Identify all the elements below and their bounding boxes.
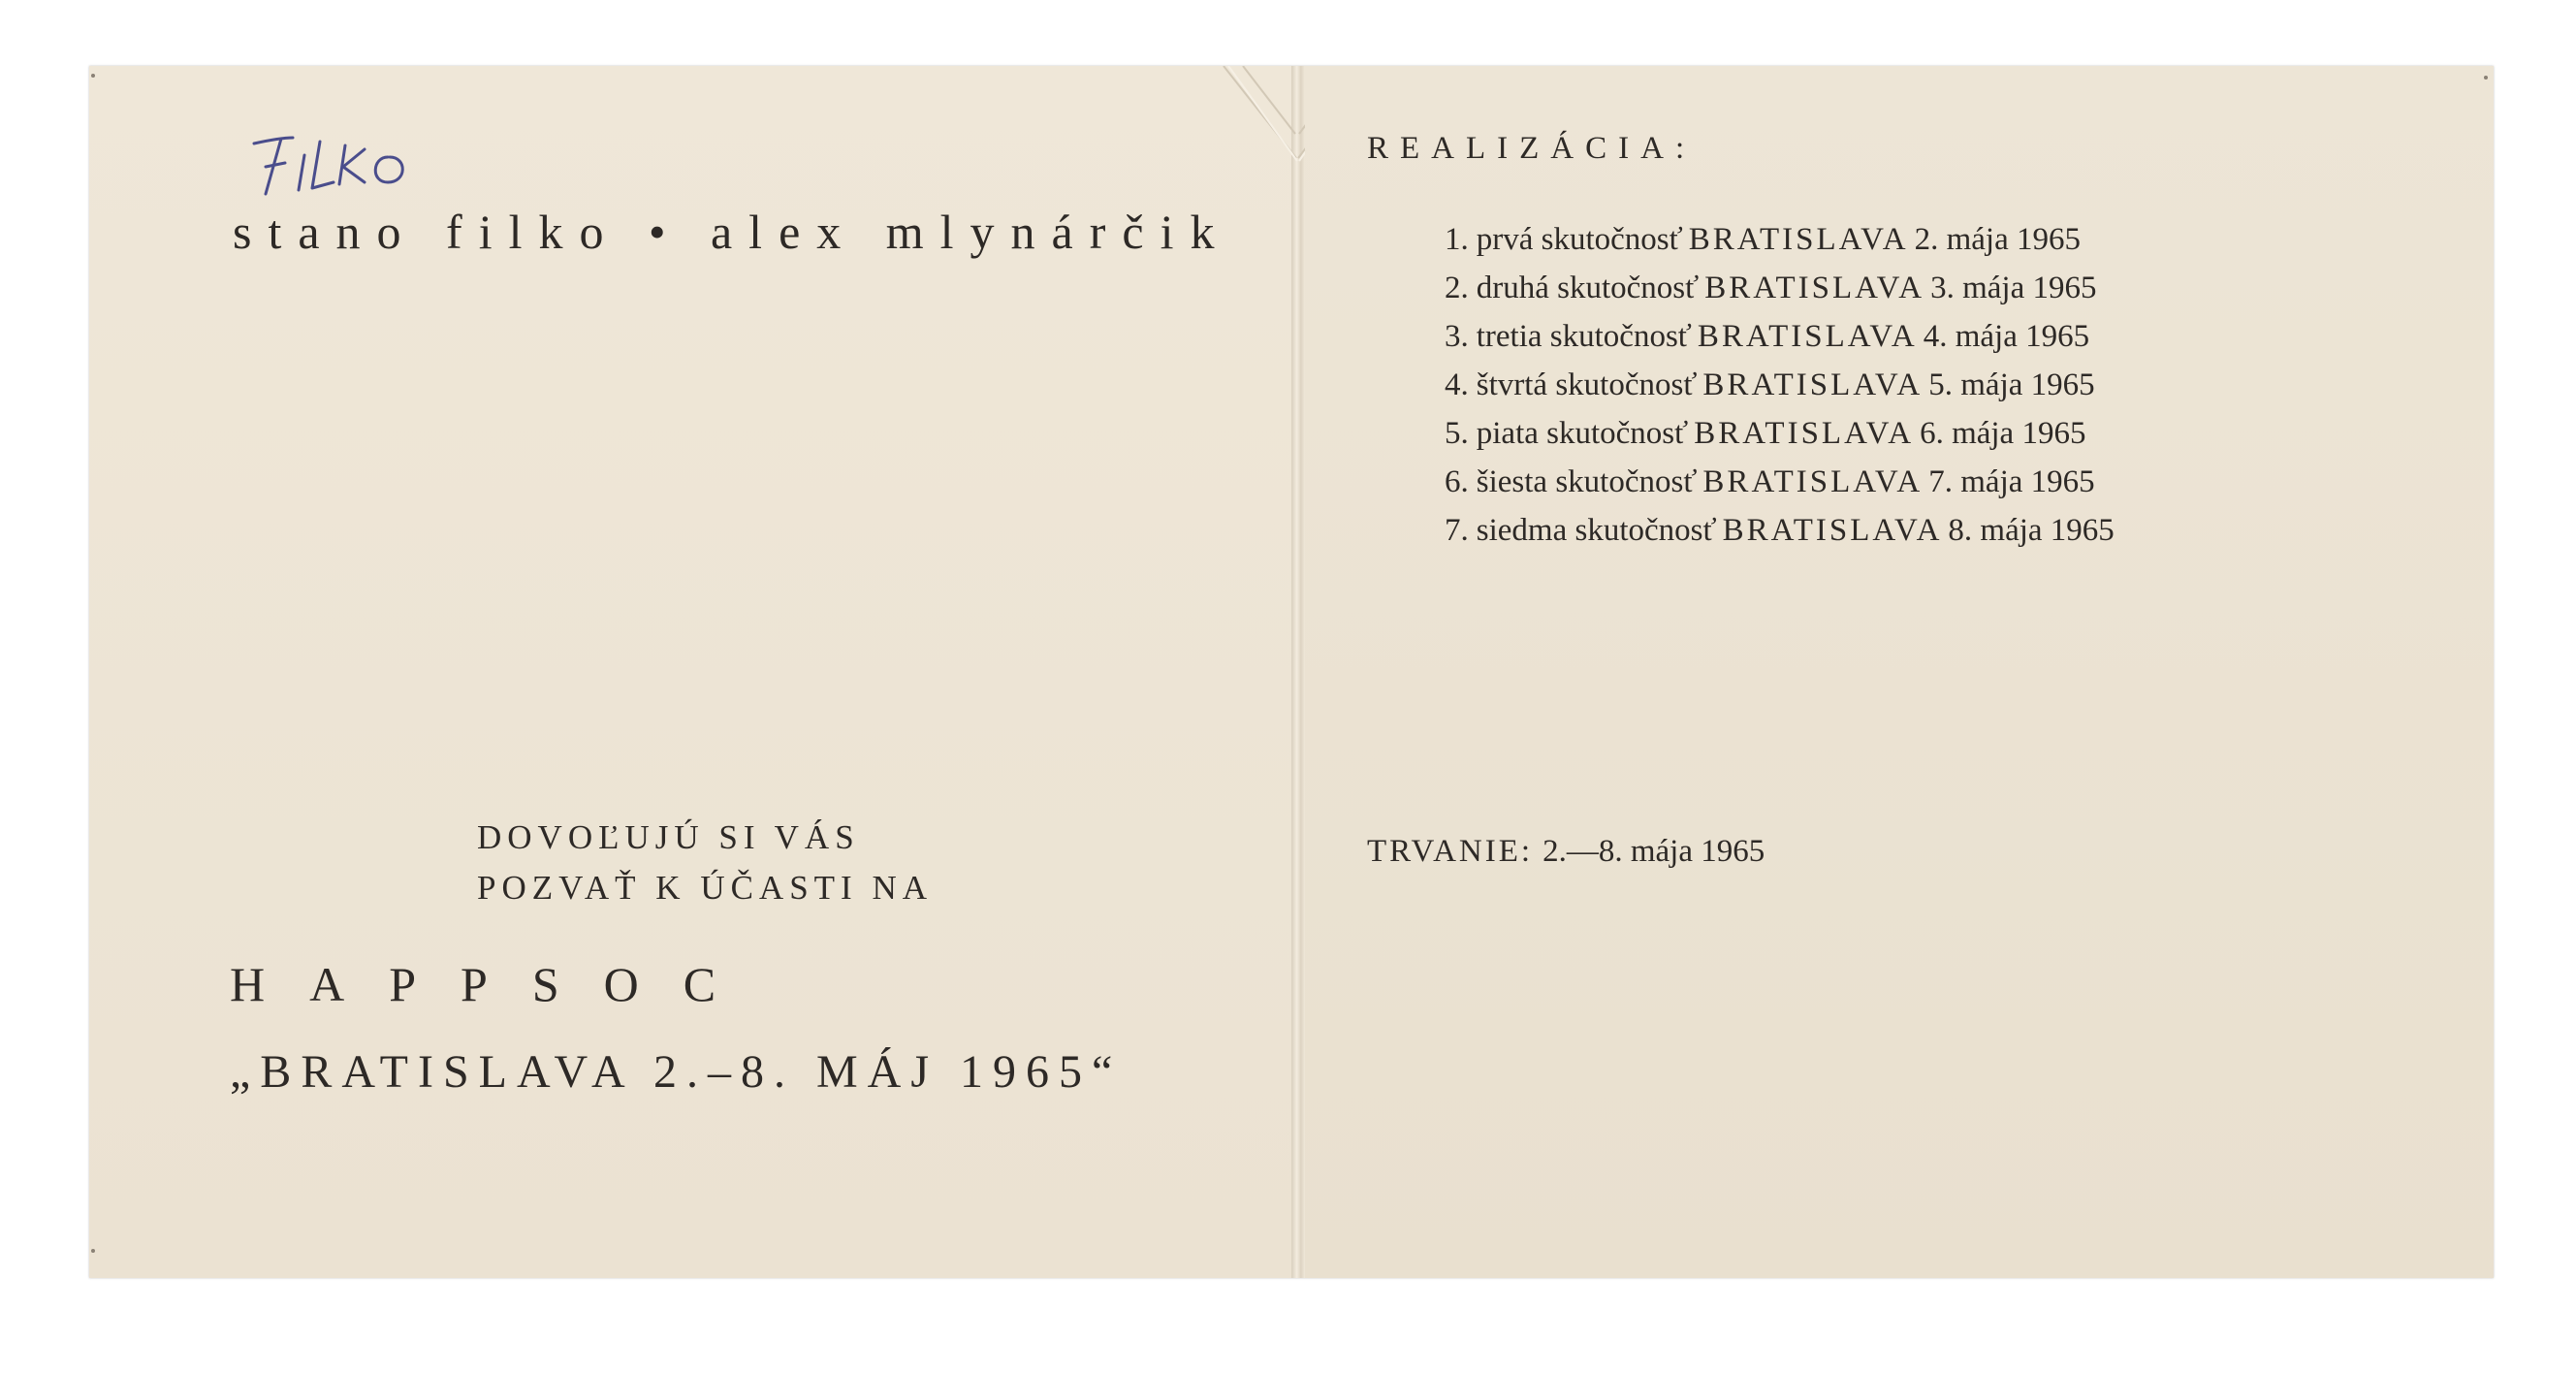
invite-line-2: POZVAŤ K ÚČASTI NA [477, 869, 934, 907]
event-title: HAPPSOC [230, 957, 761, 1011]
item-city: BRATISLAVA [1694, 416, 1915, 451]
artists-line: stano filko • alex mlynárčik [233, 205, 1231, 259]
item-label: štvrtá skutočnosť [1476, 367, 1698, 402]
item-date: 3. mája 1965 [1930, 271, 2097, 305]
item-date: 6. mája 1965 [1920, 416, 2086, 451]
pin-hole [91, 1249, 95, 1253]
item-city: BRATISLAVA [1704, 271, 1925, 305]
list-item [1445, 215, 2115, 264]
item-city: BRATISLAVA [1697, 319, 1918, 354]
center-fold [1291, 66, 1305, 1278]
duration-label: TRVANIE: [1367, 834, 1534, 869]
item-label: prvá skutočnosť [1476, 222, 1683, 257]
item-number: 3. [1445, 319, 1469, 354]
item-date: 2. mája 1965 [1914, 222, 2081, 257]
invite-line-1: DOVOĽUJÚ SI VÁS [477, 818, 860, 856]
item-date: 7. mája 1965 [1928, 464, 2095, 499]
duration-line [1367, 834, 1765, 870]
list-item [1445, 312, 2115, 361]
item-label: siedma skutočnosť [1476, 513, 1717, 548]
left-panel [89, 66, 1291, 1278]
item-number: 7. [1445, 513, 1469, 548]
pin-hole [91, 74, 95, 78]
pin-hole [2484, 76, 2488, 80]
invitation-card [89, 66, 2494, 1278]
realization-list [1445, 215, 2115, 555]
item-city: BRATISLAVA [1688, 222, 1909, 257]
item-city: BRATISLAVA [1722, 513, 1943, 548]
item-label: druhá skutočnosť [1476, 271, 1700, 305]
item-number: 6. [1445, 464, 1469, 499]
invitation-text [477, 813, 933, 913]
realization-heading: REALIZÁCIA: [1367, 131, 1697, 166]
list-item [1445, 506, 2115, 555]
item-date: 4. mája 1965 [1923, 319, 2090, 354]
item-number: 5. [1445, 416, 1469, 451]
item-number: 2. [1445, 271, 1469, 305]
event-subtitle: „BRATISLAVA 2.–8. MÁJ 1965“ [230, 1046, 1123, 1098]
item-label: piata skutočnosť [1476, 416, 1689, 451]
handwritten-note-filko [244, 114, 419, 202]
item-city: BRATISLAVA [1702, 464, 1924, 499]
item-date: 5. mája 1965 [1928, 367, 2095, 402]
item-number: 1. [1445, 222, 1469, 257]
item-date: 8. mája 1965 [1948, 513, 2115, 548]
item-label: tretia skutočnosť [1476, 319, 1692, 354]
duration-value: 2.—8. mája 1965 [1542, 834, 1765, 869]
item-city: BRATISLAVA [1702, 367, 1924, 402]
item-number: 4. [1445, 367, 1469, 402]
list-item [1445, 409, 2115, 458]
list-item [1445, 361, 2115, 409]
item-label: šiesta skutočnosť [1476, 464, 1698, 499]
list-item [1445, 264, 2115, 312]
list-item [1445, 458, 2115, 506]
